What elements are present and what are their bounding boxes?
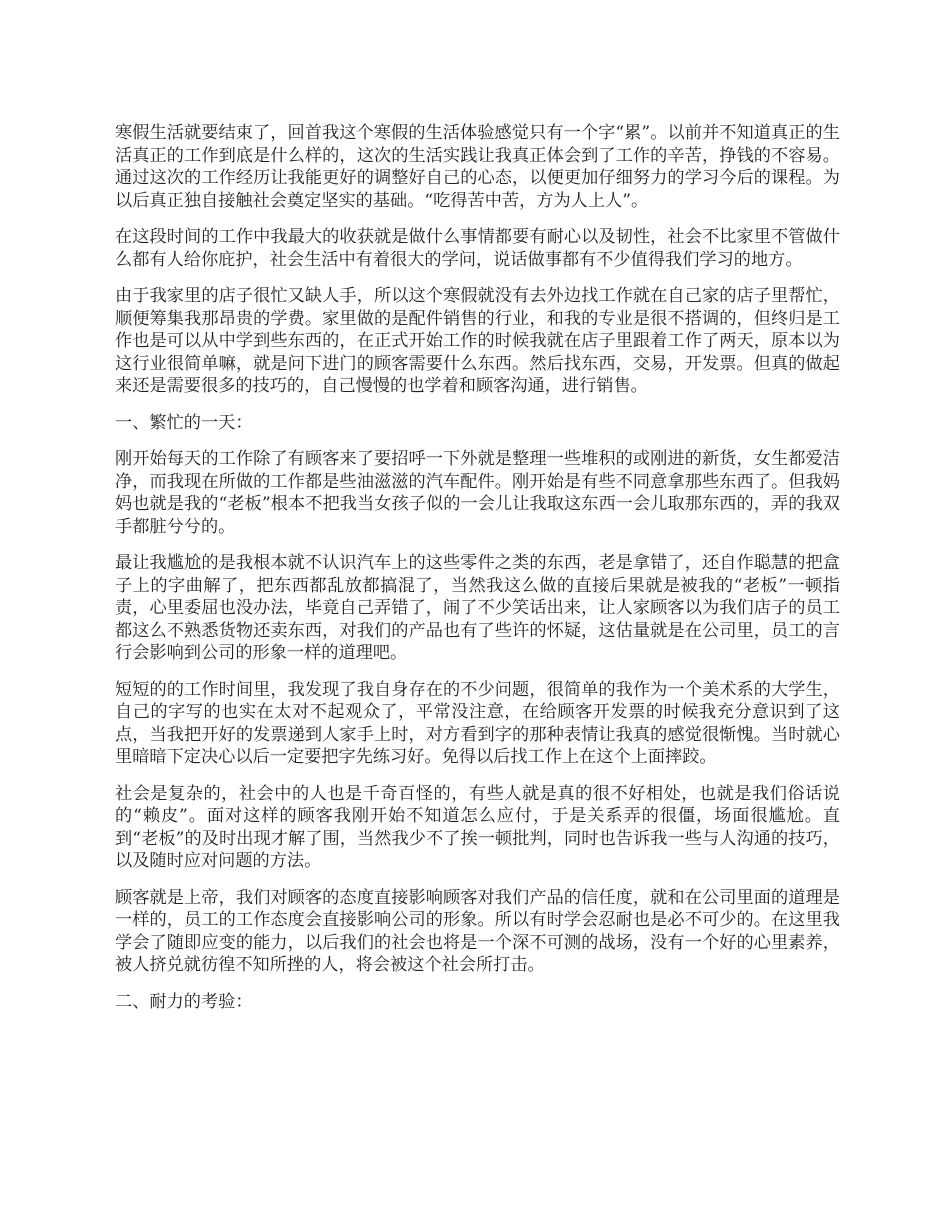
paragraph-daily-work: 刚开始每天的工作除了有顾客来了要招呼一下外就是整理一些堆积的或刚进的新货，女生都爱洁净，而我现在所做的工作都是些油滋滋的汽车配件。刚开始是有些不同意拿那些东西了。但我妈妈也就是我的“老板”根本不把我当女孩子似的一会儿让我取这东西一会儿取那东西的，弄的我双手都脏兮兮的。: [115, 449, 840, 537]
paragraph-customer-is-god: 顾客就是上帝，我们对顾客的态度直接影响顾客对我们产品的信任度，就和在公司里面的道理是一样的，员工的工作态度会直接影响公司的形象。所以有时学会忍耐也是必不可少的。在这里我学会了随即应变的能力，以后我们的社会也将是一个深不可测的战场，没有一个好的心里素养，被人挤兑就彷徨不知所挫的人，将会被这个社会所打击。: [115, 887, 840, 975]
document-body: [115, 122, 840, 1027]
section-heading-busy-day: 一、繁忙的一天：: [115, 412, 253, 433]
section-heading-endurance: 二、耐力的考验：: [115, 991, 253, 1012]
paragraph-handwriting: 短短的的工作时间里，我发现了我自身存在的不少问题，很简单的我作为一个美术系的大学生，自己的字写的也实在太对不起观众了，平常没注意，在给顾客开发票的时候我充分意识到了这点，当我把开好的发票递到人家手上时，对方看到字的那种表情让我真的感觉很惭愧。当时就心里暗暗下定决心以后一定要把字先练习好。免得以后找工作上在这个上面摔跤。: [115, 679, 840, 767]
paragraph-family-shop: 由于我家里的店子很忙又缺人手，所以这个寒假就没有去外边找工作就在自己家的店子里帮忙，顺便筹集我那昂贵的学费。家里做的是配件销售的行业，和我的专业是很不搭调的，但终归是工作也是可以从中学到些东西的，在正式开始工作的时候我就在店子里跟着工作了两天，原本以为这行业很简单嘛，就是问下进门的顾客需要什么东西。然后找东西，交易，开发票。但真的做起来还是需要很多的技巧的，自己慢慢的也学着和顾客沟通，进行销售。: [115, 286, 840, 396]
paragraph-gains: 在这段时间的工作中我最大的收获就是做什么事情都要有耐心以及韧性，社会不比家里不管做什么都有人给你庇护，社会生活中有着很大的学问，说话做事都有不少值得我们学习的地方。: [115, 227, 840, 270]
paragraph-intro: 寒假生活就要结束了，回首我这个寒假的生活体验感觉只有一个字“累”。以前并不知道真正的生活真正的工作到底是什么样的，这次的生活实践让我真正体会到了工作的辛苦，挣钱的不容易。通过这次的工作经历让我能更好的调整好自己的心态，以便更加仔细努力的学习今后的课程。为以后真正独自接触社会奠定坚实的基础。“吃得苦中苦，方为人上人”。: [115, 123, 840, 211]
paragraph-difficult-customers: 社会是复杂的，社会中的人也是千奇百怪的，有些人就是真的很不好相处，也就是我们俗话说的“赖皮”。面对这样的顾客我刚开始不知道怎么应付，于是关系弄的很僵，场面很尴尬。直到“老板”的及时出现才解了围，当然我少不了挨一顿批判，同时也告诉我一些与人沟通的技巧，以及随时应对问题的方法。: [115, 783, 840, 871]
paragraph-embarrassment: 最让我尴尬的是我根本就不认识汽车上的这些零件之类的东西，老是拿错了，还自作聪慧的把盒子上的字曲解了，把东西都乱放都搞混了，当然我这么做的直接后果就是被我的“老板”一顿指责，心里委屈也没办法，毕竟自己弄错了，闹了不少笑话出来，让人家顾客以为我们店子的员工都这么不熟悉货物还卖东西，对我们的产品也有了些许的怀疑，这估量就是在公司里，员工的言行会影响到公司的形象一样的道理吧。: [115, 553, 840, 663]
